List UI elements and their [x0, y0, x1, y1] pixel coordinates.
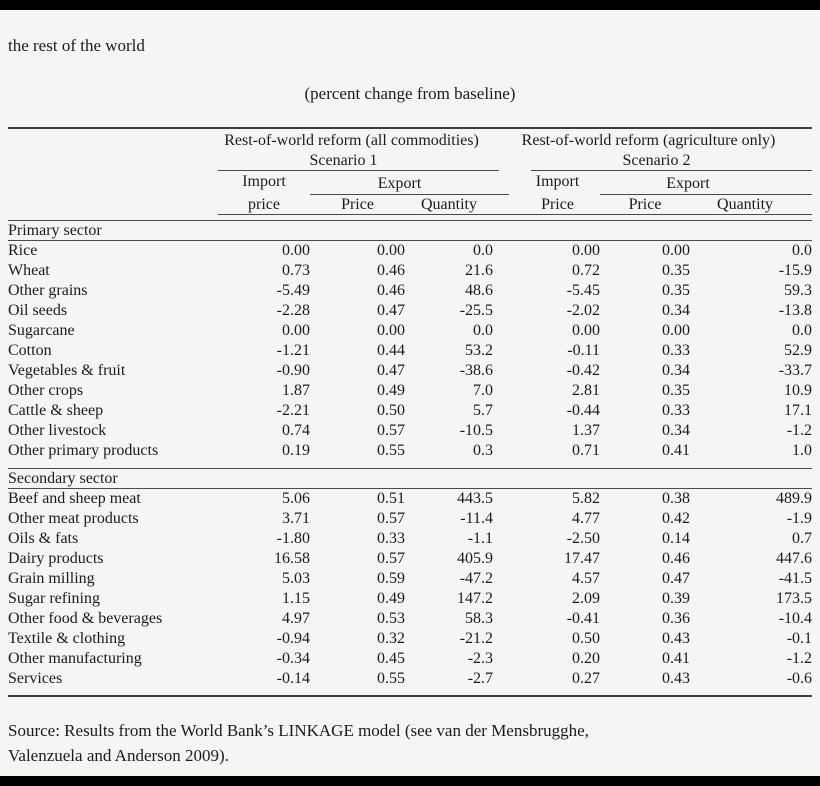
value-cell: 0.57: [377, 549, 405, 567]
value-cell: -2.50: [566, 529, 601, 547]
table-row: [8, 401, 812, 421]
value-cell: 0.34: [662, 302, 691, 319]
value-cell: 0.46: [377, 262, 405, 279]
section-divider-rule: [8, 461, 812, 468]
table-row: [8, 549, 812, 569]
value-cell: -0.44: [566, 402, 601, 419]
value-cell: -15.9: [778, 262, 813, 279]
row-label: Rice: [8, 242, 38, 259]
row-label: Textile & clothing: [8, 629, 126, 647]
row-label: Wheat: [8, 262, 50, 279]
value-cell: 0.34: [662, 362, 691, 379]
value-cell: 0.33: [377, 529, 405, 547]
row-label: Grain milling: [8, 569, 95, 587]
table-row: [8, 529, 812, 549]
row-label: Other food & beverages: [8, 609, 163, 627]
value-cell: 2.09: [572, 589, 601, 607]
s1-import-price-header: price: [218, 195, 310, 215]
value-cell: -10.5: [459, 422, 494, 439]
value-cell: 443.5: [457, 489, 494, 507]
s2-import-header: Import: [535, 173, 580, 190]
table-row: [8, 241, 812, 262]
value-cell: -0.11: [567, 342, 601, 359]
table-bottom-rule-cell: [8, 689, 812, 696]
row-label: Dairy products: [8, 549, 104, 567]
value-cell: 0.00: [662, 242, 691, 259]
value-cell: -2.7: [467, 669, 494, 687]
table-row: [8, 569, 812, 589]
value-cell: 0.57: [377, 422, 405, 439]
row-label: Services: [8, 669, 63, 687]
value-cell: 2.81: [572, 382, 601, 399]
value-cell: -0.42: [566, 362, 601, 379]
row-label: Beef and sheep meat: [8, 489, 141, 507]
row-label: Cattle & sheep: [8, 402, 104, 419]
value-cell: 147.2: [457, 589, 494, 607]
value-cell: 0.39: [662, 589, 691, 607]
row-label: Oil seeds: [8, 302, 68, 319]
value-cell: 0.43: [662, 629, 691, 647]
row-label: Other crops: [8, 382, 84, 399]
table-row: [8, 301, 812, 321]
value-cell: 5.7: [473, 402, 494, 419]
value-cell: 5.03: [282, 569, 310, 587]
results-table: [8, 127, 812, 697]
scenario-2-label: Scenario 2: [531, 152, 812, 171]
value-cell: 0.33: [662, 342, 691, 359]
row-label: Other meat products: [8, 509, 139, 527]
table-row: [8, 609, 812, 629]
table-row: [8, 321, 812, 341]
value-cell: -1.2: [786, 649, 813, 667]
scenario-2-label-cell: [515, 152, 812, 171]
value-cell: -0.41: [566, 609, 601, 627]
value-cell: 5.82: [572, 489, 601, 507]
value-cell: 0.32: [377, 629, 405, 647]
value-cell: -0.90: [276, 362, 310, 379]
table-row: [8, 589, 812, 609]
group-header-row: [8, 128, 812, 152]
value-cell: 0.35: [662, 262, 691, 279]
scenario-label-row: [8, 152, 812, 171]
value-cell: 0.47: [662, 569, 691, 587]
value-cell: -13.8: [778, 302, 813, 319]
value-cell: 0.72: [572, 262, 601, 279]
row-label: Other grains: [8, 282, 88, 299]
value-cell: -25.5: [459, 302, 494, 319]
value-cell: 0.35: [662, 382, 691, 399]
bottom-border-bar: [0, 776, 820, 786]
row-label: Other manufacturing: [8, 649, 142, 667]
table-row: [8, 509, 812, 529]
value-cell: 4.57: [572, 569, 601, 587]
table-row: [8, 649, 812, 669]
s1-export-price-header: Price: [310, 195, 405, 215]
value-cell: 0.49: [377, 382, 405, 399]
value-cell: 0.00: [377, 322, 405, 339]
value-cell: 447.6: [776, 549, 813, 567]
value-cell: 0.14: [662, 529, 691, 547]
value-cell: -21.2: [459, 629, 494, 647]
value-cell: 16.58: [274, 549, 310, 567]
value-cell: -2.21: [276, 402, 310, 419]
value-cell: -5.45: [566, 282, 601, 299]
value-cell: 0.55: [377, 442, 405, 459]
value-cell: 0.0: [473, 242, 494, 259]
value-cell: 0.00: [282, 322, 310, 339]
value-cell: 0.7: [792, 529, 813, 547]
s1-import-header: Import: [242, 173, 286, 190]
row-label: Sugar refining: [8, 589, 100, 607]
value-cell: -10.4: [778, 609, 813, 627]
value-cell: 0.59: [377, 569, 405, 587]
value-cell: -38.6: [459, 362, 494, 379]
value-cell: -11.4: [460, 509, 494, 527]
value-cell: 0.27: [572, 669, 601, 687]
value-cell: 0.51: [377, 489, 405, 507]
table-row: [8, 361, 812, 381]
top-border-bar: [0, 0, 820, 10]
value-cell: 0.57: [377, 509, 405, 527]
value-cell: 4.77: [572, 509, 601, 527]
value-cell: 0.55: [377, 669, 405, 687]
group-header-scenario-1: Rest-of-world reform (all commodities): [224, 132, 479, 149]
value-cell: 0.0: [473, 322, 494, 339]
row-label: Sugarcane: [8, 322, 75, 339]
empty-cell: [8, 195, 218, 215]
value-cell: -2.28: [276, 302, 310, 319]
value-cell: 1.15: [282, 589, 310, 607]
value-cell: 0.74: [282, 422, 310, 439]
value-cell: -0.34: [276, 649, 310, 667]
table-row: [8, 441, 812, 461]
value-cell: 58.3: [465, 609, 494, 627]
section-label: Primary sector: [8, 221, 812, 241]
value-cell: 0.45: [377, 649, 405, 667]
value-cell: 17.47: [564, 549, 601, 567]
value-cell: 405.9: [457, 549, 494, 567]
value-cell: 0.00: [282, 242, 310, 259]
value-cell: -0.14: [276, 669, 310, 687]
table-row: [8, 421, 812, 441]
value-cell: 3.71: [282, 509, 310, 527]
row-label: Cotton: [8, 342, 52, 359]
value-cell: 0.19: [282, 442, 310, 459]
table-row: [8, 341, 812, 361]
caption-continuation-text: the rest of the world: [8, 36, 145, 55]
value-cell: -1.21: [276, 342, 310, 359]
value-cell: 0.46: [662, 549, 691, 567]
empty-cell: [8, 152, 218, 171]
value-cell: 0.35: [662, 282, 691, 299]
value-cell: 0.42: [662, 509, 691, 527]
value-cell: 7.0: [473, 382, 494, 399]
value-cell: 0.50: [377, 402, 405, 419]
s2-export-price-header: Price: [600, 195, 690, 215]
s2-export-quantity-header: Quantity: [690, 195, 812, 215]
value-cell: 0.00: [662, 322, 691, 339]
value-cell: 0.00: [572, 322, 601, 339]
row-label: Other livestock: [8, 422, 107, 439]
value-cell: 10.9: [784, 382, 813, 399]
value-cell: 4.97: [282, 609, 310, 627]
value-cell: 0.36: [662, 609, 691, 627]
value-cell: -2.3: [467, 649, 494, 667]
empty-corner-cell: [8, 128, 218, 152]
value-cell: 1.0: [792, 442, 813, 459]
value-cell: -5.49: [276, 282, 310, 299]
row-label: Oils & fats: [8, 529, 79, 547]
import-export-header-row: [8, 171, 812, 195]
s1-export-header-cell: [310, 171, 515, 195]
value-cell: 0.49: [377, 589, 405, 607]
source-note-line-1: Source: Results from the World Bank’s LINKAGE model (see van der Mensbrugghe,: [8, 721, 589, 740]
row-label: Other primary products: [8, 442, 159, 459]
value-cell: -1.2: [786, 422, 813, 439]
s2-export-header-cell: [600, 171, 812, 195]
value-cell: 5.06: [282, 489, 310, 507]
value-cell: 1.87: [282, 382, 310, 399]
value-cell: 0.50: [572, 629, 601, 647]
table-row: [8, 261, 812, 281]
value-cell: 0.0: [792, 322, 813, 339]
value-cell: 0.46: [377, 282, 405, 299]
source-note: [8, 718, 798, 768]
row-label: Vegetables & fruit: [8, 362, 126, 379]
section-divider-rule-cell: [8, 461, 812, 468]
value-cell: 0.43: [662, 669, 691, 687]
value-cell: 48.6: [465, 282, 494, 299]
group-header-scenario-2: Rest-of-world reform (agriculture only): [521, 132, 776, 149]
value-cell: -47.2: [459, 569, 494, 587]
value-cell: 0.41: [662, 442, 691, 459]
value-cell: -2.02: [566, 302, 601, 319]
value-cell: -0.94: [276, 629, 310, 647]
table-row: [8, 281, 812, 301]
value-cell: 52.9: [784, 342, 813, 359]
table-subtitle: (percent change from baseline): [304, 84, 516, 103]
column-units-row: [8, 195, 812, 215]
s1-export-quantity-header: Quantity: [405, 195, 515, 215]
value-cell: 173.5: [776, 589, 813, 607]
table-row: [8, 669, 812, 689]
value-cell: 0.73: [282, 262, 310, 279]
source-note-line-2: Valenzuela and Anderson 2009).: [8, 746, 229, 765]
empty-cell: [8, 171, 218, 195]
value-cell: 0.00: [377, 242, 405, 259]
value-cell: 21.6: [465, 262, 494, 279]
value-cell: 0.44: [377, 342, 405, 359]
value-cell: 0.53: [377, 609, 405, 627]
value-cell: -33.7: [778, 362, 813, 379]
value-cell: 17.1: [784, 402, 813, 419]
section-header-row: [8, 468, 812, 488]
value-cell: 0.47: [377, 302, 405, 319]
value-cell: 53.2: [465, 342, 494, 359]
table-row: [8, 629, 812, 649]
s2-import-price-header: Price: [515, 195, 600, 215]
value-cell: 0.00: [572, 242, 601, 259]
scenario-1-label-cell: [218, 152, 515, 171]
value-cell: -1.1: [467, 529, 494, 547]
table-row: [8, 381, 812, 401]
value-cell: 0.34: [662, 422, 691, 439]
value-cell: 0.20: [572, 649, 601, 667]
value-cell: 0.41: [662, 649, 691, 667]
value-cell: 0.0: [792, 242, 813, 259]
table-bottom-rule: [8, 689, 812, 696]
value-cell: 0.3: [473, 442, 494, 459]
value-cell: 0.47: [377, 362, 405, 379]
scenario-1-label: Scenario 1: [218, 152, 499, 171]
section-header-row: [8, 221, 812, 241]
value-cell: 59.3: [784, 282, 813, 299]
section-label: Secondary sector: [8, 468, 812, 488]
value-cell: -41.5: [778, 569, 813, 587]
value-cell: 0.38: [662, 489, 691, 507]
table-row: [8, 488, 812, 509]
s1-export-header: Export: [310, 174, 509, 195]
value-cell: 1.37: [572, 422, 601, 439]
value-cell: 489.9: [776, 489, 813, 507]
value-cell: -0.1: [786, 629, 813, 647]
value-cell: 0.33: [662, 402, 691, 419]
value-cell: -1.9: [786, 509, 813, 527]
s2-export-header: Export: [600, 174, 812, 195]
value-cell: -0.6: [786, 669, 813, 687]
value-cell: 0.71: [572, 442, 601, 459]
value-cell: -1.80: [276, 529, 310, 547]
